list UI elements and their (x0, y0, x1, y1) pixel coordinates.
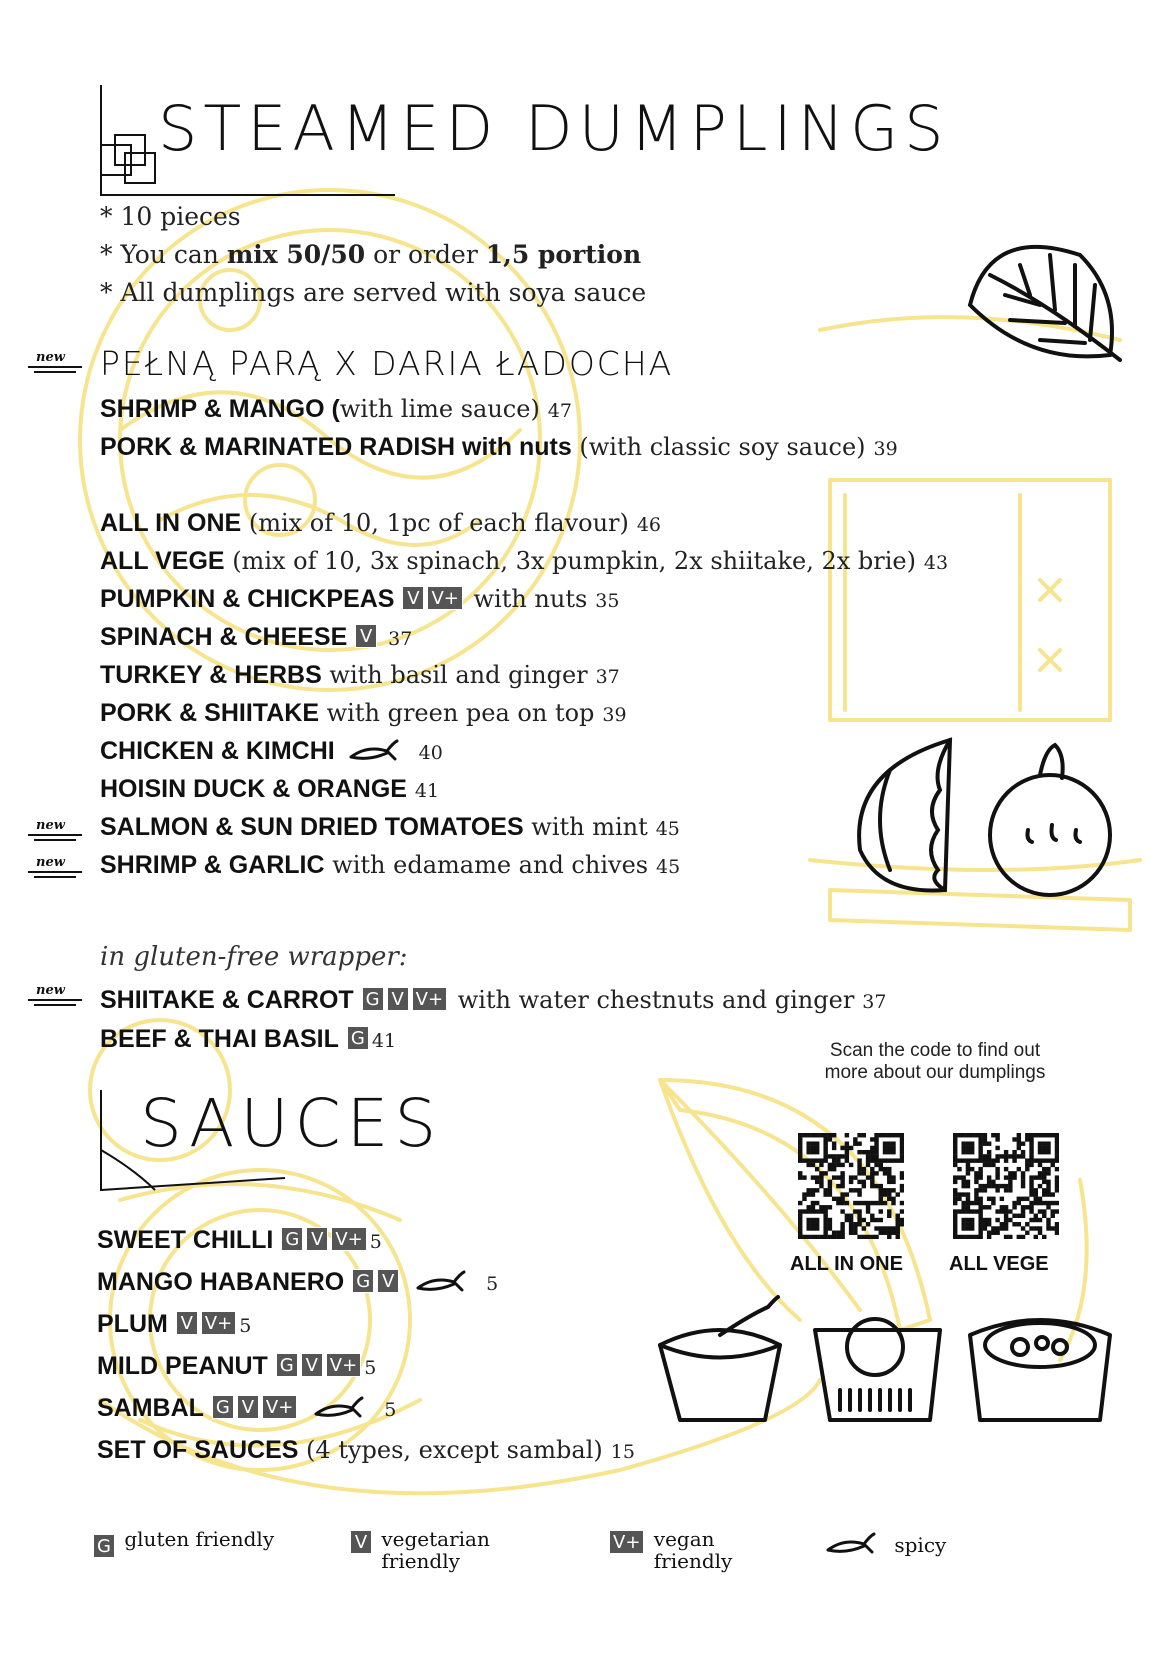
gluten-badge: G (362, 987, 384, 1011)
sauce-item: MILD PEANUT G V V+ 5 (97, 1352, 377, 1380)
sauce-item: SET OF SAUCES (4 types, except sambal) 15 (97, 1436, 635, 1464)
gluten-badge: G (347, 1026, 369, 1050)
note-pieces: * 10 pieces (100, 202, 241, 231)
menu-item: PORK & SHIITAKE with green pea on top 39 (100, 699, 627, 727)
menu-item: ALL VEGE (mix of 10, 3x spinach, 3x pumpkin, 2x shiitake, 2x brie) 43 (100, 547, 949, 575)
legend-vegetarian: V vegetarian friendly (350, 1528, 490, 1572)
gluten-badge: G (281, 1227, 303, 1251)
sauce-item: SAMBAL G V V+ 5 (97, 1394, 397, 1422)
qr-code-icon[interactable] (798, 1133, 904, 1239)
vegan-badge: V+ (427, 586, 462, 610)
menu-item: BEEF & THAI BASIL G 41 (100, 1025, 397, 1053)
vegan-badge: V+ (412, 987, 447, 1011)
collab-heading: PEŁNĄ PARĄ X DARIA ŁADOCHA (100, 344, 674, 383)
new-tag: new (36, 350, 65, 365)
menu-item: PUMPKIN & CHICKPEAS V V+ with nuts 35 (100, 585, 620, 613)
new-underline-icon (26, 363, 86, 375)
chili-icon (347, 737, 407, 763)
note-mix: * You can mix 50/50 or order 1,5 portion (100, 240, 642, 269)
vegetarian-badge: V (355, 624, 377, 648)
chili-icon (414, 1268, 474, 1294)
leaf-icon (950, 235, 1130, 375)
new-underline-icon (26, 831, 86, 843)
new-underline-icon (26, 868, 86, 880)
menu-item: SHRIMP & MANGO (with lime sauce) 47 (100, 395, 572, 423)
vegetarian-badge: V (176, 1311, 198, 1335)
new-tag: new (36, 983, 65, 998)
page-title: STEAMED DUMPLINGS (158, 92, 950, 165)
vegan-badge: V+ (201, 1311, 236, 1335)
vegan-badge: V+ (331, 1227, 366, 1251)
qr-code-icon[interactable] (953, 1133, 1059, 1239)
menu-item: PORK & MARINATED RADISH with nuts (with classic soy sauce) 39 (100, 433, 898, 461)
legend-gluten: G gluten friendly (93, 1528, 274, 1558)
sauce-item: MANGO HABANERO G V 5 (97, 1268, 499, 1296)
menu-item: HOISIN DUCK & ORANGE 41 (100, 775, 440, 803)
gluten-badge: G (352, 1269, 374, 1293)
sauce-bowl-icon (650, 1295, 1120, 1435)
vegan-badge: V+ (609, 1530, 644, 1554)
vegetarian-badge: V (306, 1227, 328, 1251)
menu-item: TURKEY & HERBS with basil and ginger 37 (100, 661, 620, 689)
vegetarian-badge: V (301, 1353, 323, 1377)
dumpling-icon (840, 730, 1130, 910)
menu-item: SHIITAKE & CARROT G V V+ with water chestnuts and ginger 37 (100, 986, 887, 1014)
legend-spicy: spicy (820, 1530, 946, 1556)
menu-item: SHRIMP & GARLIC with edamame and chives 45 (100, 851, 681, 879)
vegetarian-badge: V (237, 1395, 259, 1419)
vegetarian-badge: V (402, 586, 424, 610)
vegetarian-badge: V (387, 987, 409, 1011)
sauces-title: SAUCES (140, 1085, 443, 1162)
vegan-badge: V+ (326, 1353, 361, 1377)
gluten-badge: G (212, 1395, 234, 1419)
menu-item: SALMON & SUN DRIED TOMATOES with mint 45 (100, 813, 680, 841)
sauce-item: SWEET CHILLI G V V+ 5 (97, 1226, 382, 1254)
qr-label: ALL VEGE (949, 1253, 1049, 1275)
new-tag: new (36, 818, 65, 833)
new-tag: new (36, 855, 65, 870)
note-soya: * All dumplings are served with soya sauce (100, 278, 647, 307)
qr-label: ALL IN ONE (790, 1253, 903, 1275)
new-underline-icon (26, 996, 86, 1008)
chili-icon (824, 1530, 884, 1556)
vegan-badge: V+ (262, 1395, 297, 1419)
menu-item: SPINACH & CHEESE V 37 (100, 623, 413, 651)
sauce-item: PLUM V V+ 5 (97, 1310, 252, 1338)
legend-vegan: V+ vegan friendly (609, 1528, 732, 1572)
gf-heading: in gluten-free wrapper: (100, 942, 408, 972)
vegetarian-badge: V (350, 1530, 372, 1554)
menu-item: ALL IN ONE (mix of 10, 1pc of each flavour) 46 (100, 509, 662, 537)
chili-icon (312, 1394, 372, 1420)
qr-caption: Scan the code to find out more about our dumplings (824, 1040, 1046, 1083)
gluten-badge: G (276, 1353, 298, 1377)
gluten-badge: G (93, 1534, 115, 1558)
vegetarian-badge: V (377, 1269, 399, 1293)
menu-item: CHICKEN & KIMCHI 40 (100, 737, 443, 765)
